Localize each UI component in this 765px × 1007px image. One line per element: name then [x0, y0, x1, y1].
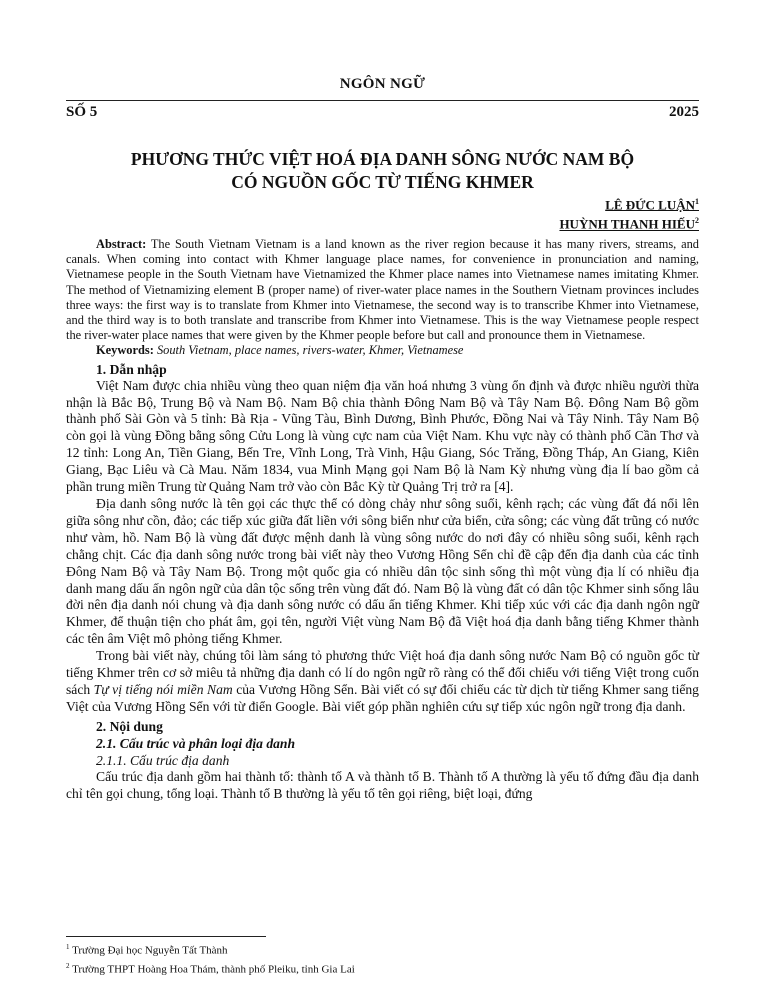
paragraph-1: Việt Nam được chia nhiều vùng theo quan niệm địa văn hoá nhưng 3 vùng ổn định và được nhiều người thừa nhận là Bắc Bộ, Trung Bộ và Nam Bộ. Nam Bộ chia thành Đông Nam Bộ và Tây Nam Bộ. Đông Nam Bộ gồm thành phố Sài Gòn và 5 tỉnh: Bà Rịa - Vũng Tàu, Bình Dương, Bình Phước, Đồng Nai và Tây Ninh. Tây Nam Bộ còn gọi là vùng Đồng bằng sông Cửu Long là vùng cực nam của Việt Nam. Khu vực này có thành phố Cần Thơ và 12 tỉnh: Long An, Tiền Giang, Bến Tre, Vĩnh Long, Trà Vinh, Hậu Giang, Sóc Trăng, Đồng Tháp, An Giang, Kiên Giang, Bạc Liêu và Cà Mau. Năm 1834, vua Minh Mạng gọi Nam Bộ là Nam Kỳ nhưng vùng địa lí bao gồm cả phần trung miền Trung từ Quảng Nam trở vào còn Bắc Kỳ từ Quảng Trị trở ra [4]. — [66, 377, 699, 495]
section-heading-2: 2. Nội dung — [96, 718, 163, 734]
subsection-heading-2-1-1: 2.1.1. Cấu trúc địa danh — [96, 752, 230, 768]
article-title — [60, 148, 705, 194]
paragraph-2: Địa danh sông nước là tên gọi các thực thể có dòng chảy như sông suối, kênh rạch; các vùng đất đá nổi lên giữa sông như cồn, đảo; các tiếp xúc giữa đất liền với sông biển như cửa biển, cửa sông; các vùng đất trũng có nước như vàm, hồ. Nam Bộ là vùng đất được mệnh danh là vùng sông nước do nơi đây có nhiều sông suối, kênh rạch chằng chịt. Các địa danh sông nước trong bài viết này theo Vương Hồng Sển chỉ đề cập đến địa danh của các tỉnh Đông Nam Bộ và Tây Nam Bộ. Trong một quốc gia có nhiều dân tộc sinh sống thì một vùng địa lí có nhiều địa danh mang dấu ấn ngôn ngữ của dân tộc sống trên vùng đất đó. Nam Bộ là vùng đất có dân tộc Khmer sinh sống lâu đời nên địa danh nói chung và địa danh sông nước có dấu ấn tiếng Khmer. Khi tiếp xúc với các địa danh ngôn ngữ Khmer, để thuận tiện cho phát âm, gọi tên, người Việt vùng Nam Bộ đã Việt hoá địa danh bằng tiếng Khmer thành các tên âm Việt mô phỏng tiếng Khmer. — [66, 495, 699, 647]
abstract-text: The South Vietnam Vietnam is a land known as the river region because it has many rivers, streams, and canals. When coming into contact with Khmer language place names, for convenience in pronunciation and naming, Vietnamese people in the South Vietnam have Vietnamized the Khmer place names into Vietnamese names imitating Khmer. The method of Vietnamizing element B (proper name) of river-water place names in the Southern Vietnam provinces includes three ways: the first way is to translate from Khmer into Vietnamese, the second way is to transcribe Khmer into Vietnamese, and the third way is to both translate and transcribe from Khmer into Vietnamese. This is the way Vietnamese people respect the river-water place names that were given by the Khmer people before but call and pronounce them in Vietnamese. — [66, 237, 699, 343]
author-2: HUỲNH THANH HIẾU$^2$ — [559, 216, 699, 232]
footnote-2: $^2$ Trường THPT Hoàng Hoa Thám, thành phố Pleiku, tỉnh Gia Lai — [66, 961, 355, 976]
paragraph-4: Cấu trúc địa danh gồm hai thành tố: thành tố A và thành tố B. Thành tố A thường là yếu tố đứng đầu địa danh chỉ tên gọi chung, tổng loại. Thành tố B thường là yếu tố tên gọi riêng, biệt loại, đứng — [66, 768, 699, 801]
keywords-text: South Vietnam, place names, rivers-water, Khmer, Vietnamese — [156, 343, 464, 358]
paragraph-3: Trong bài viết này, chúng tôi làm sáng tỏ phương thức Việt hoá địa danh sông nước Nam Bộ có nguồn gốc từ tiếng Khmer trên cơ sở miêu tả những địa danh có lí do ngôn ngữ rõ ràng có thể đối chiếu với tiếng Việt trong cuốn sách Tự vị tiếng nói miền Nam của Vương Hồng Sển. Bài viết có sự đối chiếu các từ dịch từ tiếng Khmer sang tiếng Việt của Vương Hồng Sển với từ điển Google. Bài viết góp phần nghiên cứu sự tiếp xúc ngôn ngữ trong địa danh. — [66, 648, 699, 714]
section-heading-1: 1. Dẫn nhập — [96, 361, 167, 377]
book-title: Tự vị tiếng nói miền Nam — [93, 681, 233, 697]
title-line-2: CÓ NGUỒN GỐC TỪ TIẾNG KHMER — [231, 172, 534, 192]
author-list — [559, 194, 699, 233]
keywords-label: Keywords: — [96, 343, 154, 358]
abstract-label: Abstract: — [96, 237, 147, 251]
issue-year: 2025 — [669, 104, 699, 120]
keywords — [66, 343, 699, 358]
issue-number: SỐ 5 — [66, 104, 98, 120]
footnote-1: $^1$ Trường Đại học Nguyễn Tất Thành — [66, 943, 228, 957]
issue-line — [66, 100, 699, 121]
article-body — [66, 237, 699, 803]
subsection-heading-2-1: 2.1. Cấu trúc và phân loại địa danh — [96, 735, 296, 751]
journal-name: NGÔN NGỮ — [339, 76, 426, 92]
author-1: LÊ ĐỨC LUẬN$^1$ — [605, 197, 699, 213]
title-line-1: PHƯƠNG THỨC VIỆT HOÁ ĐỊA DANH SÔNG NƯỚC NAM BỘ — [130, 149, 635, 169]
footnote-divider — [66, 936, 266, 937]
abstract — [66, 237, 699, 343]
footnotes — [66, 940, 699, 977]
